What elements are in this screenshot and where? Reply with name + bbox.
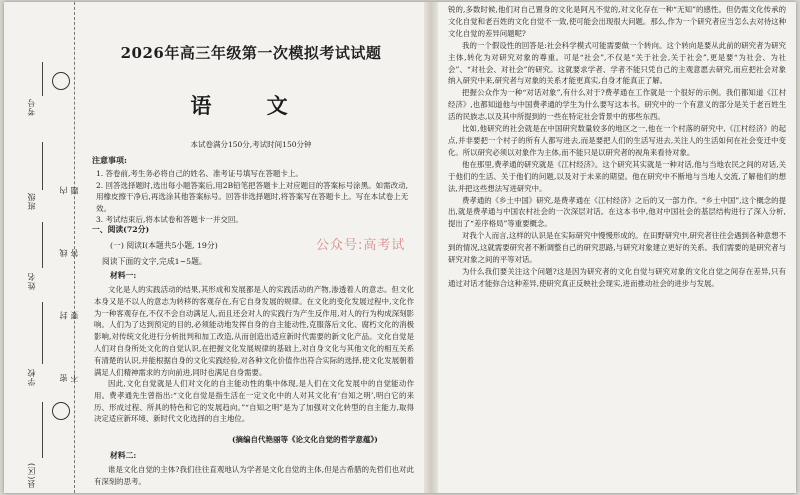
subject-title: 语 文 [190, 93, 312, 118]
binding-line [42, 222, 43, 268]
binding-label-name: 姓名 [27, 272, 36, 290]
note-item: 1. 答卷前,考生务必将自己的姓名、准考证号填写在答题卡上。 [96, 169, 303, 178]
binding-label-school: 学校 [27, 368, 36, 386]
section-heading [92, 224, 149, 235]
note-item: 3. 考试结束后,将本试卷和答题卡一并交回。 [96, 215, 243, 224]
binding-hole [52, 402, 70, 420]
binding-strip [4, 2, 79, 493]
right-paragraph: 锐的,多数时候,他们对自己置身的文化是阿凡不觉的,对文化存在一种“无知”的感性。但仍需文化传承的文化自觉和老百姓的文化自觉不一致,使可能会出现很大问题。那么,作为一个研究者应当怎么去对待这种文化自觉的差异问题呢? [448, 5, 786, 38]
binding-line [42, 402, 43, 458]
right-paragraph: 费孝通的《乡土中国》研究,是费孝通在《江村经济》之后的又一部力作。“乡土中国”,这个概念的提出,就是费孝通与中国农村社会的一次深层对话。在这本书中,他对中国社会的基层结构进行了深入分析,提出了“差序格局”等重要概念。 [448, 195, 786, 229]
page-gutter [424, 2, 438, 493]
subsection-heading: (一) 阅读Ⅰ(本题共5小题, 19分) [110, 241, 218, 250]
binding-line [42, 302, 43, 364]
notes-heading: 注意事项: [92, 155, 127, 165]
notes-list [96, 168, 414, 226]
part-label: 一、阅读(72分) [92, 225, 150, 234]
binding-label-class: 班级 [27, 192, 36, 210]
material1-label: 材料一: [110, 271, 137, 280]
seal-notice: 密 封 线 内 不 要 答 题 [59, 160, 79, 382]
binding-hole [52, 72, 70, 90]
exam-title: 2026年高三年级第一次模拟考试试题 [120, 44, 382, 62]
material1-paragraph: 因此,文化自觉就是人们对文化的自主能动性的集中体现,是人们在文化发展中的自觉能动作用。费孝通先生曾指出:“文化自觉是指生活在一定文化中的人对其文化有‘自知之明’,明白它的来历、形成过程、所具的特色和它的发展趋向。”“自知之明”是为了加强对文化转型的自主能力,取得决定适应新环境、新时代文化选择的自主地位。 [94, 379, 414, 424]
instruction: 阅读下面的文字,完成1~5题。 [102, 257, 207, 266]
binding-label-exam-number: 考号 [27, 98, 36, 116]
right-paragraph: 他在那里,费孝通的研究就是《江村经济》。这个研究其实就是一种对话,他与当地农民之间的对话,关于他们的生活、关于他们的问题,以及对于未来的期望。他在研究中不断地与当地人交流,了解他们的想法,并把这些想法写进研究中。 [448, 159, 786, 193]
material2-paragraph: 谁是文化自觉的主体?我们往往直观地认为学者是文化自觉的主体,但是古希腊的先哲们也对此有深刻的思考。 [94, 465, 414, 486]
right-paragraph: 对我个人而言,这样的认识是在实际研究中慢慢形成的。在田野研究中,研究者往往会遇到各种意想不到的情况,这就需要研究者不断调整自己的研究思路,与研究对象建立更好的关系。我们需要的是研究者与研究对象之间的平等对话。 [448, 231, 786, 265]
right-paragraph: 比如,他研究的社会就是在中国研究数量较多的地区之一,他在一个村落的研究中,《江村经济》的起点,并非要把一个村子的所有人都写进去,而是要把人们的生活写进去,关注人的生活如何在社会变迁中变化。所以研究必须以对象作为主体,而不能只是以研究者的视角来看待对象。 [448, 124, 786, 157]
binding-line [42, 62, 43, 96]
right-paragraph: 我的一个假设性的回答是:社会科学模式可能需要做一个转向。这个转向是要从此前的研究者为研究主体,转化为对研究对象的尊重。可是“社会”,不仅是“关于社会,关于社会”,更是要“为社会、为社会”、“对社会、对社会”的研究。这就要求学者、学者不能只凭自己的主观意愿去研究,而应把社会对象纳入研究中来,研究者与对象的关系才能更真实,自身才能真正了解。 [448, 40, 786, 86]
right-paragraph: 为什么我们要关注这个问题?这是因为研究者的文化自觉与研究对象的文化自觉之间存在差异,只有通过对话才能弥合这种差异,使研究真正反映社会现实,进而推动社会的进步与发展。 [448, 266, 786, 288]
note-item: 2. 回答选择题时,选出每小题答案后,用2B铅笔把答题卡上对应题目的答案标号涂黑。如需改动,用橡皮擦干净后,再选涂其他答案标号。回答非选择题时,将答案写在答题卡上。写在本试卷上无效。 [96, 180, 409, 213]
right-page [444, 2, 789, 493]
exam-sheet [4, 2, 796, 493]
binding-label-district: 县(区) [27, 462, 36, 489]
material2-label: 材料二: [110, 451, 137, 460]
watermark: 公众号:高考试 [316, 238, 406, 253]
right-paragraph: 把握公众作为一种“对话对象”,有什么对于?费孝通在工作就是一个很好的示例。我们都知道《江村经济》,也都知道他与中国费孝通的学生为什么要写这本书。研究中的一个有意义的部分是关于老百姓生活的民族志,以及其中所提到的一些在特定社会背景中的那些东西。 [448, 88, 786, 122]
material1-source: (摘编自代艳丽等《论文化自觉的哲学意蕴》) [232, 435, 378, 444]
right-column [448, 4, 786, 290]
material1-paragraph: 文化是人的实践活动的结果,其形成和发展都是人的实践活动的产物,渗透着人的意志。但文化本身又是不以人的意志为转移的客观存在,有它自身发展的规律。在文化的变化发展过程中,文化作为一种客观存在,不仅不会自动满足人,而且还会对人的实践行为产生反作用,对人的行为构成深刻影响。人们为了达到预定的目的,必须能动地发挥自身的自主能动性,克服落后文化、腐朽文化的消极影响,对传统文化进行分析批判和加工改造,从而创造出适应新时代需要的新文化产品。文化自觉是人们对自身所处文化的自觉认识,在把握文化发展规律的基础上,对自身文化与其他文化的相互关系有清楚的认识,并能根据自身的文化实践经验,对各种文化价值作出符合实际的选择,使文化发展朝着满足人们精神需求的方向前进,同时也满足自身需要。 [94, 285, 414, 377]
score-line: 本试卷满分150分,考试时间150分钟 [190, 140, 312, 149]
binding-line [42, 142, 43, 190]
